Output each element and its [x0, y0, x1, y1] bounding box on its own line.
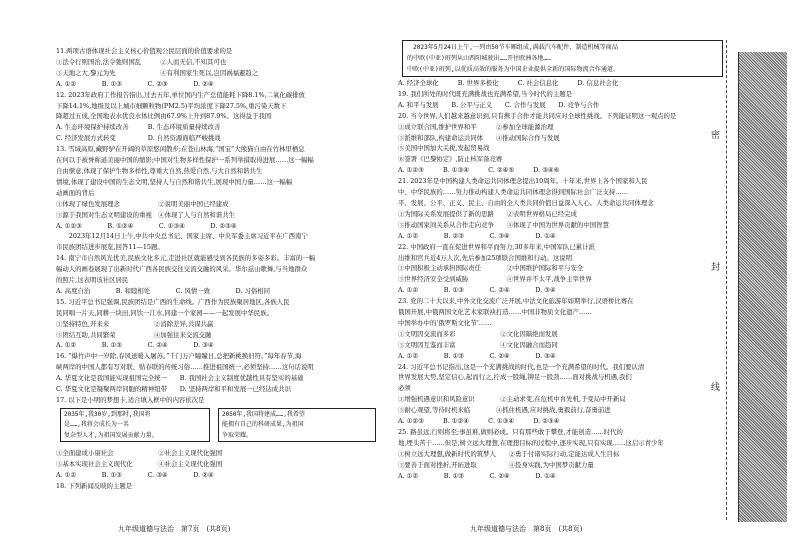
left-question-list	[56, 46, 381, 406]
text-line: A. ①② B. ①③ C. ②④ D. ③④	[398, 286, 556, 295]
text-line: C. 经济发展方式转变 D. 自然资源面临严峻挑战	[56, 134, 221, 143]
footer-left: 九年级道德与法治 第7页 (共8页)	[118, 525, 231, 533]
text-line: A. ①②③ B. ①③④ C. ②④⑤ D. ③④⑥	[398, 166, 560, 175]
text-line: ③团结互助,共同繁荣 ④加强往来交流交融	[56, 330, 212, 339]
text-line: 民同唱一片天,同耕一块田,同饮一江水,同建一个家园——一起发展中华民族。	[56, 308, 273, 317]
text-line: ①文明因交流而多彩 ②文化因隔绝而发展	[398, 329, 558, 338]
dream-card-left-line: 2035年,我30岁,到那时,我国将	[64, 410, 151, 418]
right-question-list	[398, 78, 723, 482]
text-line: ③世界经济安全受到威胁 ④世界并不太平,战争主宰世界	[398, 275, 592, 284]
text-line: 16. “爆竹声中一岁除,春风送暖入屠苏。”千门万户瞳瞳日,总把新桃换旧符。”每年春节,海	[56, 352, 302, 361]
text-line: A. ①② B. ①③ C. ③④ D. ②④	[56, 470, 214, 479]
text-line: ③文明因互鉴而丰富 ④文化因融合而趋同	[398, 340, 558, 349]
margin-mark-mi: 密	[711, 131, 721, 141]
text-line: A. 生态环境保护持续改善 B. 生态环境质量持续改善	[56, 123, 221, 132]
text-line: ①树立远大理想,做新时代的筑梦人 ②勇于付诸实际行动,定能达成人生目标	[398, 449, 620, 458]
text-line: ③推动国家间关系从合作走向竞争 ④体现了中国为世界贡献的中国智慧	[398, 220, 609, 229]
dream-card-left-line: 复杂型人才,为祖国发展贡献力量。	[64, 431, 158, 439]
text-line: A. ①② B. ②③ C. ③④ D. ①④	[398, 231, 556, 240]
text-line: 13. 雪域高原,藏野驴在开阔的草原悠闲散步;在苍山林海,“国宝”大熊猫自由在竹林里栖息	[56, 145, 305, 154]
text-line: ①坚持特色,开来来 ②消除差异,共谋共赢	[56, 319, 214, 328]
text-line: 世界发展大势,坚定信心,起而行之,拧成一股绳,铆足一股劲……面对挑战与机遇,我们	[398, 373, 632, 382]
text-line: 14. 南宁市自然风光优美,民族文化多元,走进社区就能感受到各民族的多姿多彩。丰富的一幅	[56, 254, 316, 263]
text-line: 自由惬意,体现了保护生物多样性,尊重大自然,热爱自然,与大自然和谐共生	[56, 166, 263, 175]
text-line: 24. 习近平总书记指出,这是一个充满挑战的时代,也是一个充满希望的时代。我们要认清	[398, 362, 645, 371]
text-line: 11.两项古语体现社会主义核心价值观公民层面的价值要求的是	[56, 47, 233, 55]
text-line: A. 和平与发展 B. 公平与正义 C. 合作与发展 D. 竞争与合作	[398, 100, 600, 109]
footer-right: 九年级道德与法治 第8页 (共8页)	[470, 525, 583, 533]
dream-card-right-line: 能拥有自己的科研成果,为祖国	[222, 421, 304, 429]
news-box	[402, 40, 723, 77]
text-line: ①为国际关系发展提供了新的思路 ②表明世界格局已经完成	[398, 209, 577, 218]
text-line: 地,埋头苦干……但是,树立远大理想,在理想目标的过程中,逐步实现,只有实现……这启示青少年	[398, 438, 664, 447]
text-line: A. ①②③ B. ①②④ C. ①③④ D. ②③④	[398, 417, 560, 426]
dream-card-right	[218, 408, 376, 442]
text-line: ①成立联合国,维护世界和平 ②参加全球能源治理	[398, 122, 554, 131]
text-line: 中国举办中的‘俄罗斯文化节’……	[398, 318, 492, 327]
text-line: 市民族团结进步展览,回答11—15题。	[56, 243, 164, 252]
dream-card-right-line: 2050年,我国将建成……,我希望	[222, 410, 305, 418]
text-line: ③天地之大,黎元为先 ④有利国家生死以,岂因祸福避趋之	[56, 68, 259, 77]
text-line: 12. 2023年政府工作报告指出,过去五年,单位国内生产总值能耗下降8.1%,二氧化碳排放	[56, 90, 305, 99]
binding-dashed-line	[726, 40, 727, 520]
text-line: 动画面的背后	[56, 188, 95, 197]
text-line: 情境,体现了建设中国的生态文明,坚持人与自然和谐共生,展现中国力量……这一幅幅	[56, 177, 293, 186]
text-line: ⑤美国中国加大关税,发起贸易战	[398, 144, 490, 153]
text-line: 19. 我们所处的时代既充满挑战也充满希望,当今时代的主题是	[398, 89, 572, 98]
text-line: 23. 党的二十大以来,中外文化交流广泛开展,中法文化旅游年如期举行,汉语桥比赛在	[398, 297, 634, 306]
left-question-list-2	[56, 448, 381, 492]
text-line: 15. 习近平总书记强调,民族团结是广西的生命线。广西作为民族聚居地区,各族人民	[56, 297, 290, 306]
text-line: 降超过五成,全国地表水优良水体比例由67.9%上升到87.9%。这得益于我国	[56, 112, 272, 121]
text-line: A. 华夏文化是我国能实现祖国完全统一 B. 我国社会主义制度优越性具有坚实的基础	[56, 374, 304, 383]
text-line: ①体现了绿色发展理念 ②说明美丽中国已经建成	[56, 199, 229, 208]
text-line: A. 经济全球化 B. 世界多极化 C. 社会信息化 D. 信息社会化	[398, 79, 619, 87]
text-line: 21. 2023年是中国构建人类命运共同体理念提出10周年。十年来,世界上各个国家和人民	[398, 177, 648, 186]
left-page-column	[56, 46, 381, 492]
text-line: 在何以于被誉称道美丽中国的缩影;中国对生物多样性保护一系列举措取得进展……这一幅幅	[56, 156, 314, 165]
text-line: ③派维和部队,构建命运共同体 ④推动国际合作与发展	[398, 133, 560, 142]
text-line: 中、中华民族的……努力推动构建人类命运共同体理念得到国际社会广泛支持……	[398, 188, 629, 197]
text-line: 2023年12月14日上午,中共中央总书记、国家主席、中央军委主席习近平在广西南宁	[56, 232, 308, 241]
news-line: 的中欧(中亚)班列从山西阳城驶出……开往欧洲各地……	[407, 55, 551, 62]
news-line: 2023年5月24日上午,一列由50节车厢组成,满载汽车配件、制造机械等商品	[407, 44, 618, 51]
margin-mark-feng: 封	[711, 263, 721, 273]
text-line: ⑥签署《巴黎协定》,防止核军备竞赛	[398, 155, 503, 164]
text-line: 22. 中国政府一直在促进世界和平而努力,30多年来,中国军队已累计派	[398, 242, 595, 251]
text-line: 平、发展、公平、正义、民主、自由的全人类共同价值日益深入人心。人类命运共同体理念	[398, 198, 654, 207]
text-line: ①法令行则国治,法令弛则国乱 ②人而无信,不知其可也	[56, 57, 227, 66]
text-line: A. 高度自治 B. 和睦相处 C. 风情一致 D. 习俗相同	[56, 286, 271, 295]
text-line: 出维和官兵近4万人次,先后参加25项联合国维和行动。这说明	[398, 253, 572, 262]
text-line: 18. 下列新闻反映的主题是	[56, 481, 133, 490]
binding-margin-strip	[738, 52, 787, 522]
text-line: ③源于我国对生态文明建设的重视 ④体现了人与自然和谐共生	[56, 210, 235, 219]
text-line: A. ①② B. ①③ C. ②④ D. ③④	[56, 341, 214, 350]
margin-mark-xian: 线	[711, 383, 721, 393]
text-line: 幅动人的画卷展现了出新时代广西各民族交往交流交融的风采。华尔兹山歌舞,与当地群众	[56, 265, 308, 274]
text-line: 峡两岸的中国人都有写对联、贴春联的传统习俗……推进祖国统一,必须坚持……这句话说明	[56, 363, 314, 372]
text-line: 25. 路虽远,行则将至;事虽难,做则必成。只有那些敢于攀登,才能创造……时代的	[398, 428, 623, 436]
text-line: A. ①② B. ①③ C. ②③ D. ②④	[56, 79, 214, 88]
text-line: 17. 以下是小明的梦想卡,适合填入框中的内容依次是	[56, 396, 205, 404]
dream-card-right-line: 争取荣耀。	[222, 431, 253, 439]
text-line: A. ①②③ B. ①②④ C. ①③④ D. ②③④	[56, 221, 237, 230]
text-line: ③耐心观望,等待时机来临 ④抓住机遇,应对挑战,勇毅前行,奋勇前进	[398, 406, 611, 415]
right-page-column	[398, 40, 723, 482]
text-line: ③基本实现社会主义现代化 ④社会主义现代化强国	[56, 459, 223, 468]
text-line: ①增强机遇意识和风险意识 ②主动求变,在危机中育先机,于变局中开新局	[398, 395, 626, 404]
news-line: 中欧(中亚)班列,以优质高效的服务为中国企业提供全新的国际物流合作通道。	[407, 66, 620, 73]
dream-card-row	[56, 408, 381, 446]
text-line: ①中国积极主动承担国际责任 ②中国维护国际和平与安全	[398, 264, 584, 273]
text-line: ③要善于面对挫折,开拓进取 ④投身实践,为中国梦贡献力量	[398, 460, 594, 469]
text-line: ①全面建成小康社会 ②社会主义现代化强国	[56, 448, 223, 457]
text-line: 必须	[398, 384, 411, 393]
text-line: 下降14.1%,地级及以上城市细颗粒物(PM2.5)平均浓度下降27.5%,重污染天数下	[56, 101, 287, 110]
text-line: 20. 当今世界,人们越来越意识到,只有携手合作才能共同应对全球性挑战。下列能证明这一观点的是	[398, 111, 677, 120]
text-line: 俄国开展,中俄两国文化艺术家联袂打造……中国非物质文化遗产……	[398, 308, 592, 317]
text-line: A. ①② B. ①③ C. ②④ D. ①④	[398, 471, 556, 480]
text-line: 的照片,这表明该社区居民	[56, 276, 129, 285]
text-line: A. ①② B. ①③ C. ②④ D. ③④	[398, 351, 556, 360]
dream-card-left	[60, 408, 210, 442]
text-line: C. 华夏文化是凝聚两岸同胞的精神纽带 D. 坚持两岸和平和发展一已经达成共识	[56, 385, 291, 394]
dream-card-left-line: 是……,我将会成长为一名	[64, 421, 129, 429]
